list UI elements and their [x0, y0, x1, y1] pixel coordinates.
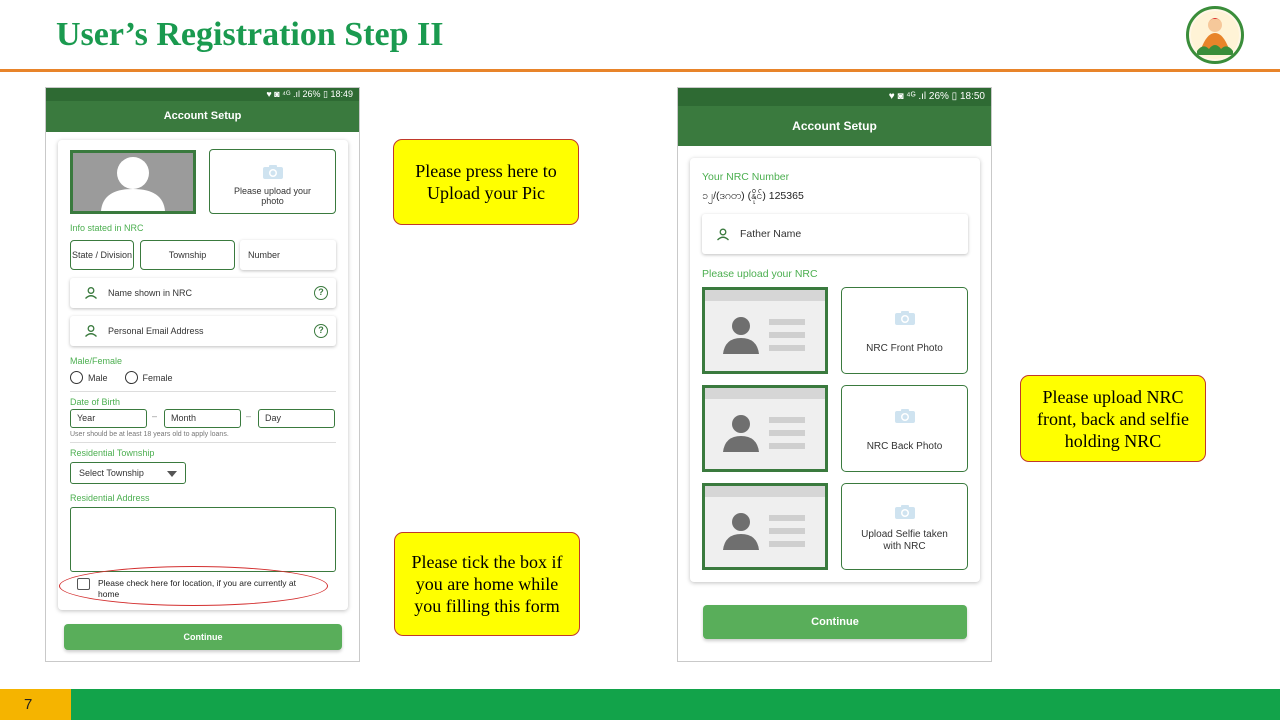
divider [70, 391, 336, 392]
person-icon [84, 325, 98, 337]
person-icon [716, 228, 730, 241]
gender-radio-group [70, 371, 173, 384]
nrc-number-input[interactable]: Number [240, 240, 336, 270]
person-icon [84, 287, 98, 299]
father-name-input[interactable] [702, 214, 968, 254]
township-select[interactable]: Township [140, 240, 235, 270]
highlight-ellipse [59, 566, 328, 606]
camera-icon [894, 408, 916, 424]
app-bar-title: Account Setup [678, 106, 991, 146]
slide-title: User’s Registration Step II [56, 16, 444, 53]
nrc-name-placeholder: Name shown in NRC [108, 288, 193, 298]
nrc-name-input[interactable] [70, 278, 336, 308]
brand-logo [1186, 6, 1244, 64]
profile-photo[interactable] [70, 150, 196, 214]
avatar-placeholder-icon [73, 153, 193, 211]
dob-day-select[interactable]: Day [258, 409, 335, 428]
age-requirement-note: User should be at least 18 years old to apply loans. [70, 431, 229, 438]
nrc-front-upload-button[interactable] [841, 287, 968, 374]
callout-upload-nrc: Please upload NRC front, back and selfie holding NRC [1020, 375, 1206, 462]
father-name-placeholder: Father Name [740, 228, 802, 240]
title-divider [0, 69, 1280, 72]
state-division-select[interactable]: State / Division [70, 240, 134, 270]
chevron-down-icon [167, 471, 177, 477]
camera-icon [262, 164, 284, 180]
page-number: 7 [24, 696, 33, 713]
footer-accent [0, 689, 71, 720]
callout-upload-pic: Please press here to Upload your Pic [393, 139, 579, 225]
home-location-label: Please check here for location, if you are currently at home [98, 578, 296, 599]
phone-screenshot-step-2b [677, 87, 992, 662]
status-bar: ♥ ◙ ⁴ᴳ .ıl 26% ▯ 18:49 [46, 88, 359, 101]
callout-tick-box: Please tick the box if you are home while you filling this form [394, 532, 580, 636]
residential-township-select[interactable] [70, 462, 186, 484]
dob-month-select[interactable]: Month [164, 409, 241, 428]
nrc-info-label: Info stated in NRC [70, 223, 144, 233]
email-input[interactable] [70, 316, 336, 346]
nrc-number-value: ၁၂/(ဒဂတ) (နိုင်) 125365 [702, 190, 804, 202]
email-placeholder: Personal Email Address [108, 326, 204, 336]
residential-address-label: Residential Address [70, 493, 150, 503]
help-icon[interactable]: ? [314, 324, 328, 338]
app-bar-title: Account Setup [46, 101, 359, 132]
male-radio[interactable] [70, 371, 83, 384]
footer-bar [71, 689, 1280, 720]
nrc-back-label: NRC Back Photo [866, 441, 943, 452]
camera-icon [894, 310, 916, 326]
help-icon[interactable]: ? [314, 286, 328, 300]
female-label: Female [142, 372, 173, 383]
residential-address-textarea[interactable] [70, 507, 336, 572]
upload-nrc-label: Please upload your NRC [702, 268, 818, 280]
nrc-front-preview [702, 287, 828, 374]
selfie-upload-button[interactable] [841, 483, 968, 570]
id-card-icon [705, 290, 825, 371]
continue-button[interactable]: Continue [703, 605, 967, 639]
divider [70, 442, 336, 443]
id-card-icon [705, 388, 825, 469]
nrc-upload-card [690, 158, 980, 582]
nrc-back-preview [702, 385, 828, 472]
phone-screenshot-step-2a [45, 87, 360, 662]
select-township-text: Select Township [79, 468, 144, 478]
nrc-front-label: NRC Front Photo [866, 343, 943, 354]
dob-label: Date of Birth [70, 397, 121, 407]
registration-form-card [58, 140, 348, 610]
selfie-label: Upload Selfie taken with NRC [861, 529, 948, 552]
camera-icon [894, 504, 916, 520]
upload-photo-label: Please upload your photo [233, 186, 312, 206]
date-separator: – [246, 411, 252, 421]
status-bar: ♥ ◙ ⁴ᴳ .ıl 26% ▯ 18:50 [678, 88, 991, 106]
residential-township-label: Residential Township [70, 448, 155, 458]
dob-year-select[interactable]: Year [70, 409, 147, 428]
gender-label: Male/Female [70, 356, 123, 366]
nrc-number-label: Your NRC Number [702, 171, 790, 183]
upload-photo-button[interactable] [209, 149, 336, 214]
nrc-back-upload-button[interactable] [841, 385, 968, 472]
date-separator: – [152, 411, 158, 421]
continue-button[interactable]: Continue [64, 624, 342, 650]
female-radio[interactable] [125, 371, 138, 384]
male-label: Male [88, 372, 108, 383]
selfie-preview [702, 483, 828, 570]
id-card-icon [705, 486, 825, 567]
